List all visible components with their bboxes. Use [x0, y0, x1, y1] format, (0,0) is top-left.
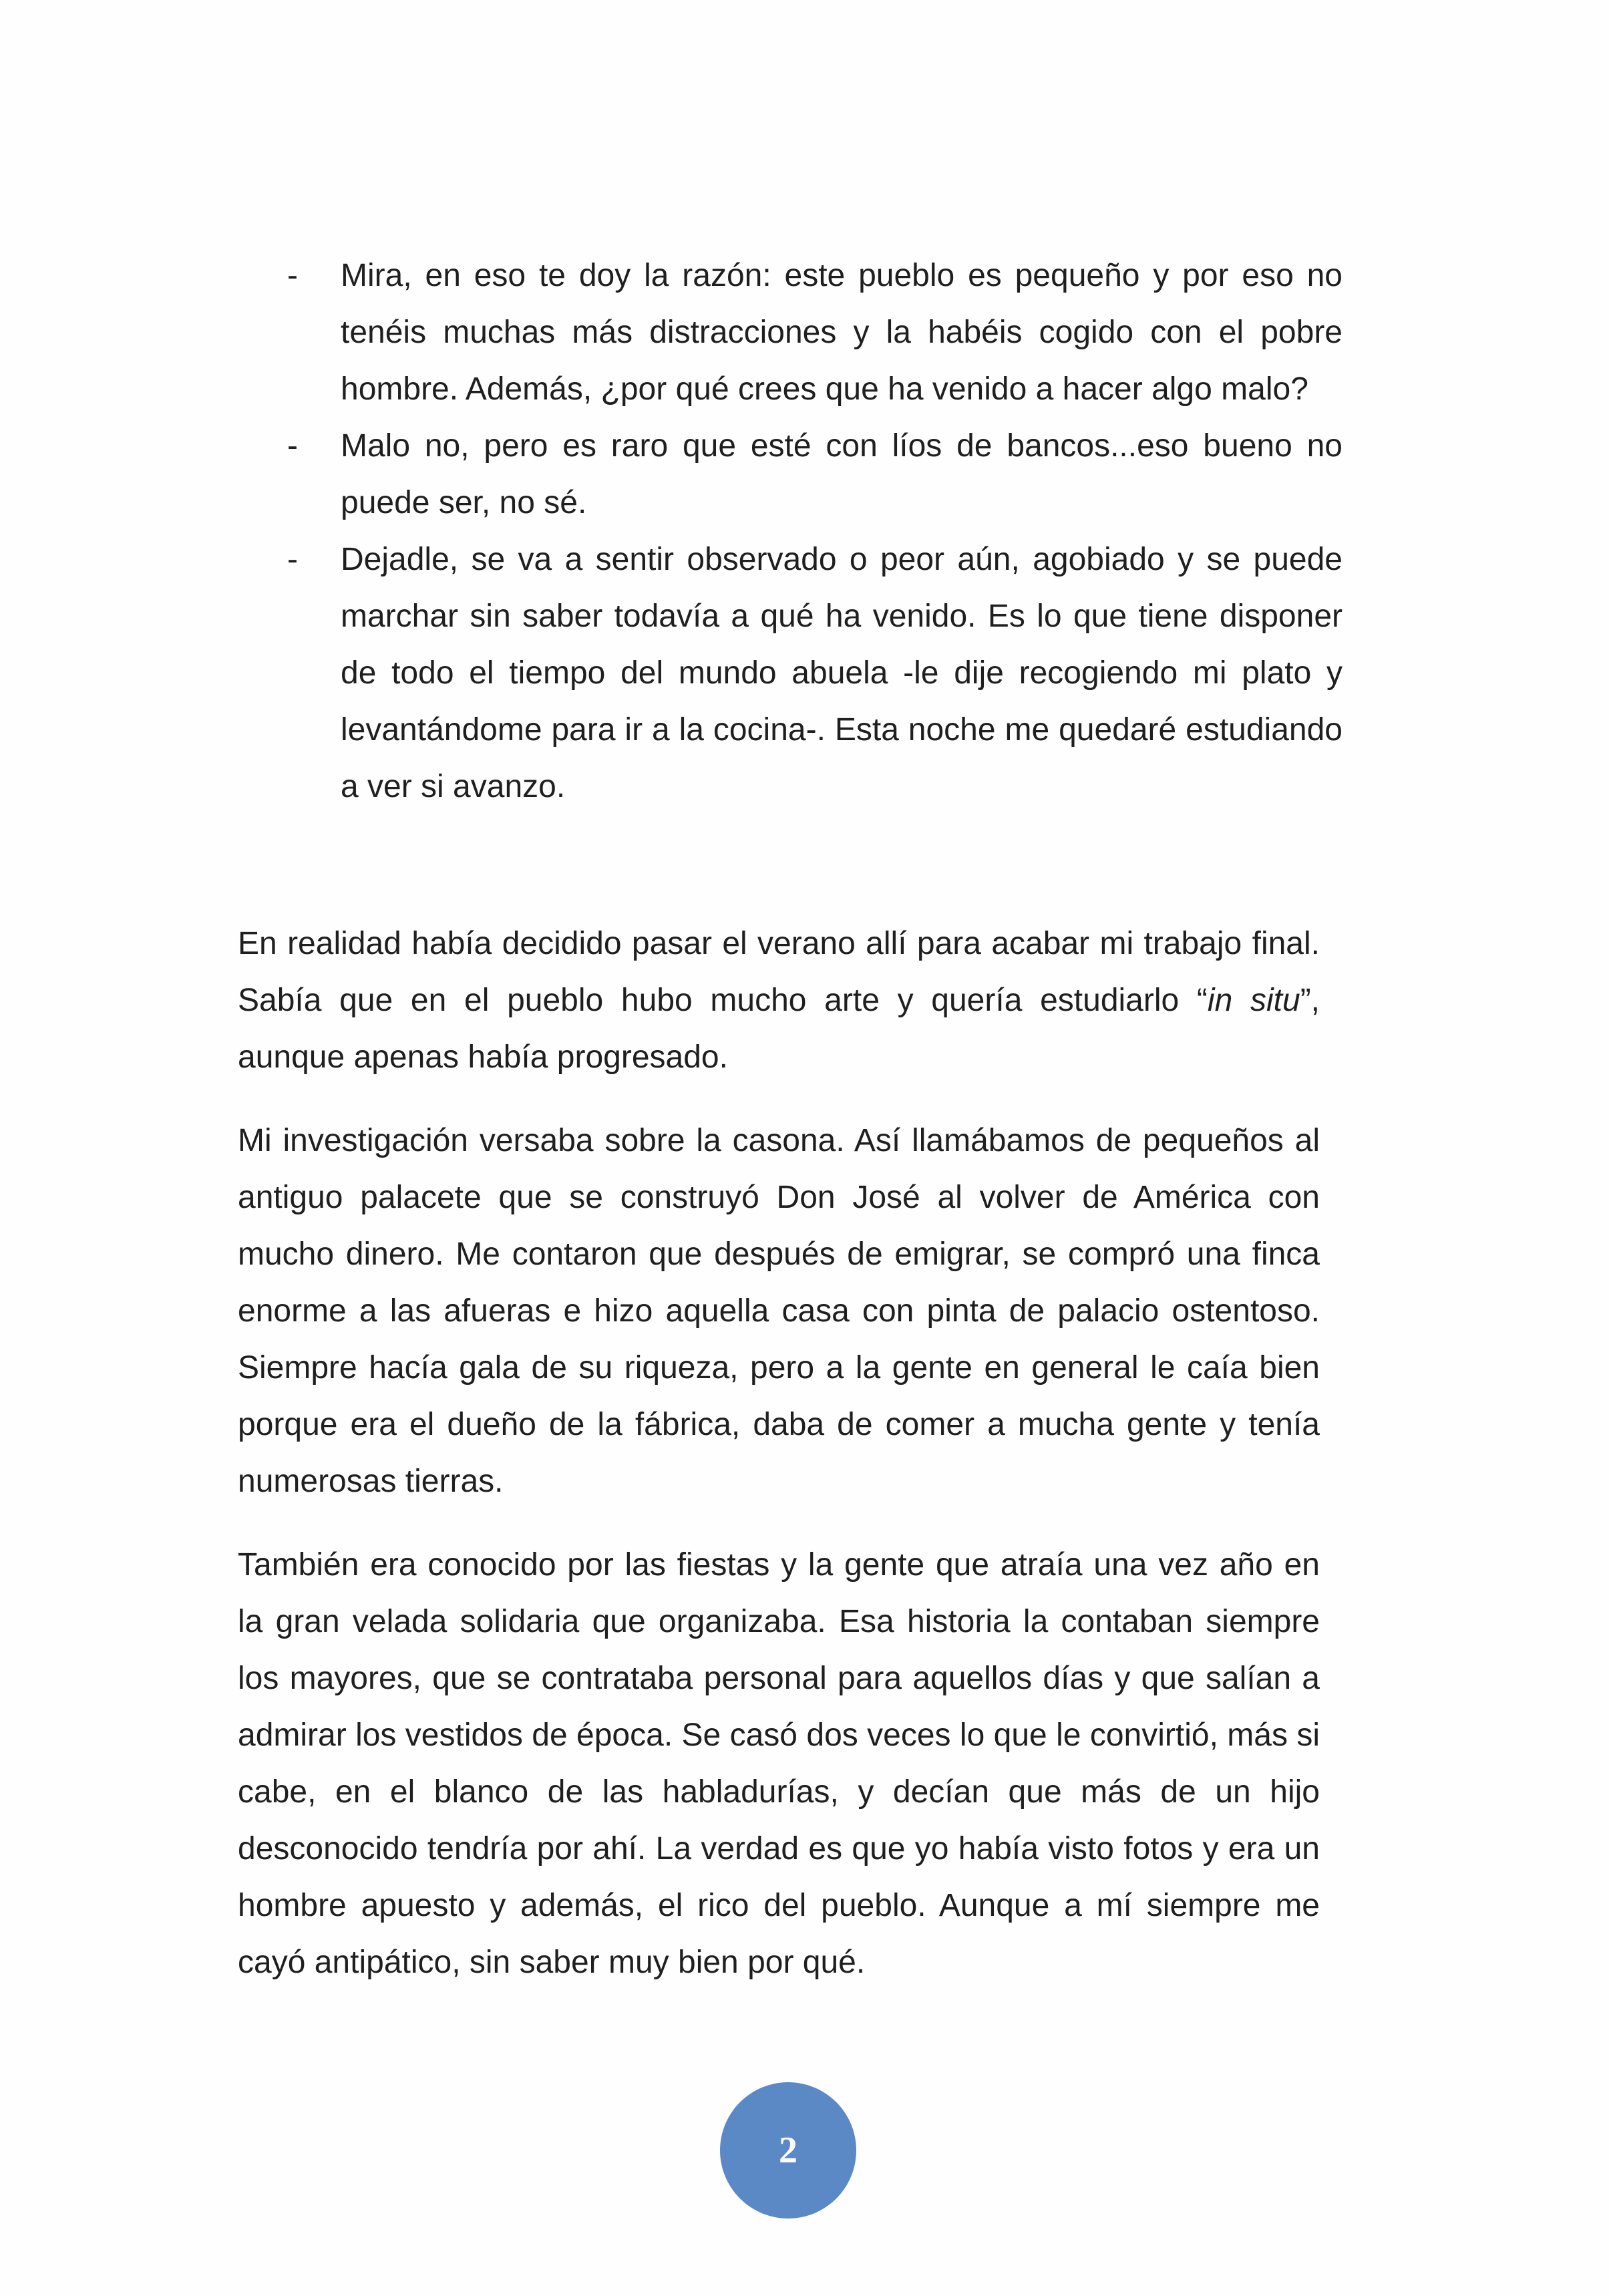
page-number: 2 — [779, 2130, 797, 2171]
paragraph-3: También era conocido por las fiestas y la gente que atraía una vez año en la gran velada solidaria que organizaba. Esa historia la contaban siempre los mayores, que se contrataba personal para aquellos días y que salían a admirar los vestidos de época. Se casó dos veces lo que le convirtió, más si cabe, en el blanco de las habladurías, y decían que más de un hijo desconocido tendría por ahí. La verdad es que yo había visto fotos y era un hombre apuesto y además, el rico del pueblo. Aunque a mí siempre me cayó antipático, sin saber muy bien por qué. — [238, 1547, 1320, 1980]
dialogue-text: Dejadle, se va a sentir observado o peor aún, agobiado y se puede marchar sin saber todavía a qué ha venido. Es lo que tiene disponer de todo el tiempo del mundo abuela -le dije recogiendo mi plato y levantándome para ir a la cocina-. Esta noche me quedaré estudiando a ver si avanzo. — [341, 542, 1343, 804]
dialogue-text: Malo no, pero es raro que esté con líos de bancos...eso bueno no puede ser, no sé. — [341, 428, 1343, 520]
dialogue-dash: - — [287, 542, 298, 577]
paragraph-2: Mi investigación versaba sobre la casona. Así llamábamos de pequeños al antiguo palacete que se construyó Don José al volver de América con mucho dinero. Me contaron que después de emigrar, se compró una finca enorme a las afueras e hizo aquella casa con pinta de palacio ostentoso. Siempre hacía gala de su riqueza, pero a la gente en general le caía bien porque era el dueño de la fábrica, daba de comer a mucha gente y tenía numerosas tierras. — [238, 1123, 1320, 1499]
page-number-badge — [720, 2082, 856, 2219]
dialogue-line-1 — [287, 247, 1343, 418]
dialogue-text: Mira, en eso te doy la razón: este pueblo es pequeño y por eso no tenéis muchas más distracciones y la habéis cogido con el pobre hombre. Además, ¿por qué crees que ha venido a hacer algo malo? — [341, 258, 1343, 407]
dialogue-list — [287, 247, 1343, 815]
dialogue-line-2 — [287, 418, 1343, 531]
paragraph-1-after: ”, aunque apenas había progresado. — [238, 983, 1320, 1075]
paragraph-1-italic: in situ — [1207, 983, 1300, 1018]
paragraph-1-before: En realidad había decidido pasar el verano allí para acabar mi trabajo final. Sabía que en el pueblo hubo mucho arte y quería estudiarlo “ — [238, 926, 1320, 1018]
paragraph-1 — [238, 915, 1320, 1086]
dialogue-dash: - — [287, 428, 298, 464]
dialogue-line-3 — [287, 531, 1343, 815]
dialogue-dash: - — [287, 258, 298, 293]
